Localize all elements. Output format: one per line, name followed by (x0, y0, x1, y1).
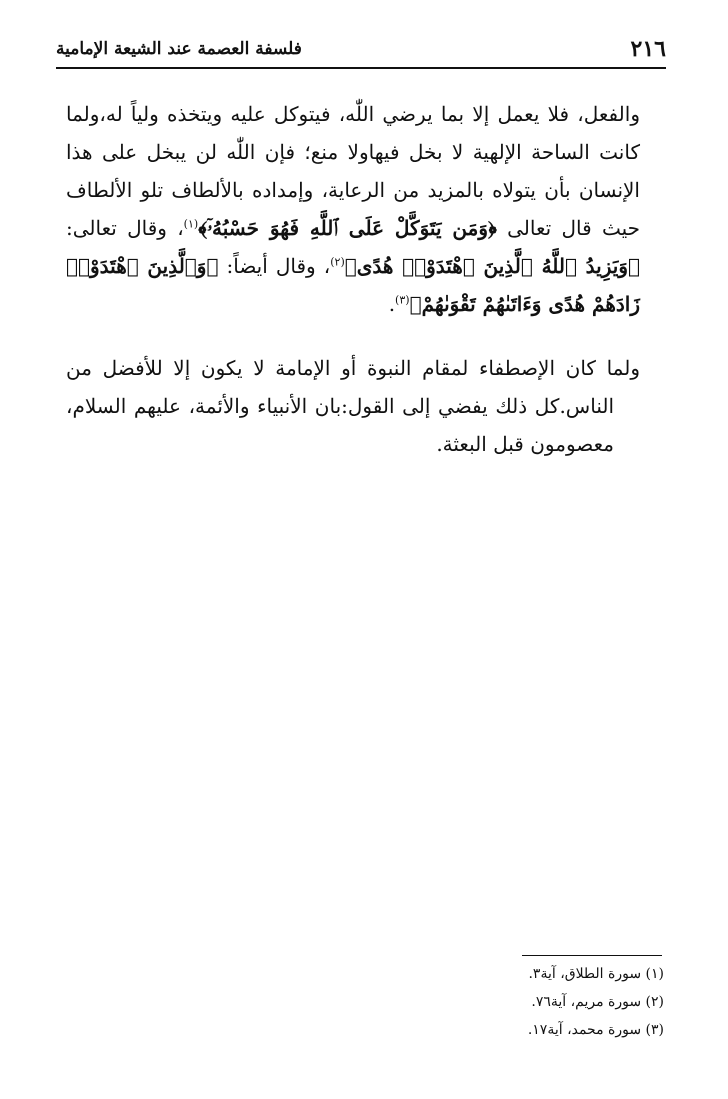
quran-verse-3: ﴿وَٱلَّذِينَ ٱهْتَدَوْا۟ زَادَهُمْ هُدًى وَءَاتَىٰهُمْ تَقْوَىٰهُمْ﴾ (66, 254, 640, 316)
footnote-ref-1: (١) (183, 217, 199, 231)
paragraph-2: ولما كان الإصطفاء لمقام النبوة أو الإمامة لا يكون إلا للأفضل من الناس.كل ذلك يفضي إلى القول:بان الأنبياء والأئمة، عليهم السلام، معصومون قبل البعثة. (66, 356, 640, 456)
footnote-ref-3: (٣) (395, 293, 410, 307)
page-header (56, 34, 666, 64)
page-body (66, 95, 640, 463)
page-number: ٢١٦ (630, 36, 666, 62)
paragraph-1-text-4: . (388, 292, 396, 316)
paragraph-1-text-2: ، وقال تعالى: (66, 216, 184, 240)
footnote-ref-2: (٢) (330, 255, 345, 269)
paragraph-1 (66, 95, 640, 323)
footnote-1: (١) سورة الطلاق، آية٣. (528, 966, 664, 982)
footnote-rule (522, 955, 662, 956)
quran-verse-2: ﴿وَيَزِيدُ ٱللَّهُ ٱلَّذِينَ ٱهْتَدَوْا۟ هُدًى﴾ (344, 254, 640, 278)
footnote-3: (٣) سورة محمد، آية١٧. (527, 1022, 664, 1038)
paragraph-1-text-1: والفعل، فلا يعمل إلا بما يرضي اللّٰه، فيتوكل عليه ويتخذه ولياً له،ولما كانت الساحة الإلهية لا بخل فيهاولا منع؛ فإن اللّٰه لن يبخل على هذا الإنسان بأن يتولاه بالمزيد من الرعاية، وإمداده بالألطاف تلو الألطاف حيث قال تعالى (66, 102, 640, 240)
header-rule (56, 67, 666, 69)
paragraph-1-text-3: ، وقال أيضاً: (218, 254, 331, 278)
quran-verse-1: ﴿وَمَن يَتَوَكَّلْ عَلَى ٱللَّهِ فَهُوَ حَسْبُهُۥٓ﴾ (198, 216, 497, 240)
running-title: فلسفة العصمة عند الشيعة الإمامية (56, 39, 302, 59)
footnote-2: (٢) سورة مريم، آية٧٦. (531, 994, 664, 1010)
footnotes (364, 960, 664, 1044)
